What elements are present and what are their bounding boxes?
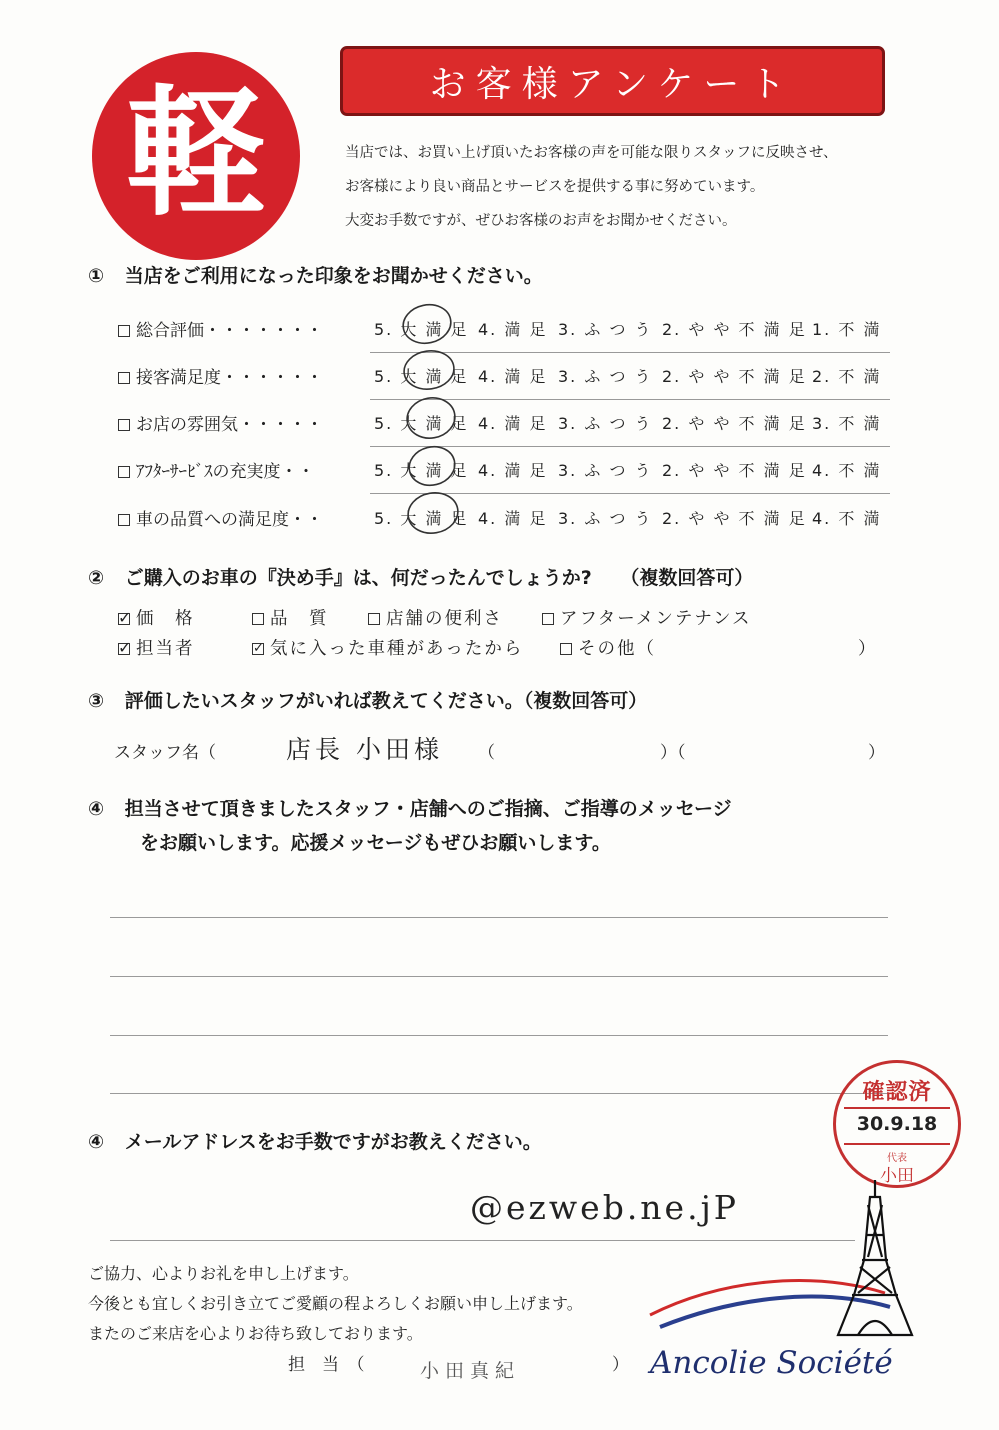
q2-checkbox-other[interactable]	[560, 643, 572, 655]
q2-checkbox-price[interactable]	[118, 608, 134, 627]
q2-item-price[interactable]	[118, 605, 195, 630]
q4-text-2: をお願いします。応援メッセージもぜひお願いします。	[140, 832, 611, 854]
q5-number: ④	[88, 1131, 105, 1153]
q2-checkbox-model[interactable]	[252, 643, 264, 655]
q2-label-maintenance: アフターメンテナンス	[560, 609, 752, 629]
stamp-divider	[844, 1107, 950, 1109]
q3-paren-mid: ）（	[660, 743, 686, 763]
q2-label-model: 気に入った車種があったから	[270, 639, 524, 659]
q2-heading	[88, 563, 753, 590]
q1-rating-option[interactable]: 2. や や 不 満 足	[662, 320, 807, 339]
stamp-role: 代表	[887, 1153, 907, 1164]
q1-row-checkbox[interactable]	[118, 514, 130, 526]
intro-line-2: お客様により良い商品とサービスを提供する事に努めています。	[345, 179, 765, 195]
q2-checkbox-maintenance[interactable]	[542, 613, 554, 625]
q1-rating-option[interactable]: 3. ふ つ う	[558, 509, 653, 528]
approval-stamp	[833, 1060, 961, 1188]
q1-rating-option[interactable]: 4. 満 足	[478, 414, 548, 433]
q3-heading	[88, 686, 647, 713]
q1-rating-option[interactable]: 4. 不 満	[812, 461, 882, 480]
q1-rating-option[interactable]: 3. ふ つ う	[558, 320, 653, 339]
q1-rating-option[interactable]: 4. 満 足	[478, 320, 548, 339]
message-line[interactable]	[110, 976, 888, 977]
tantou-close: ）	[612, 1355, 629, 1375]
message-line[interactable]	[110, 917, 888, 918]
message-line[interactable]	[110, 1093, 888, 1094]
q1-row-label[interactable]	[118, 316, 323, 341]
q1-heading	[88, 261, 543, 288]
message-line[interactable]	[110, 1035, 888, 1036]
q1-rating-option[interactable]: 5. 大 満 足	[374, 414, 469, 433]
q2-item-staff[interactable]	[118, 635, 195, 660]
logo-circle	[92, 52, 300, 260]
q1-number: ①	[88, 265, 105, 287]
q1-text: 当店をご利用になった印象をお聞かせください。	[124, 265, 543, 287]
q5-heading	[88, 1127, 542, 1154]
q4-number: ④	[88, 798, 105, 820]
q1-row-label-text: 総合評価・・・・・・・	[136, 321, 323, 341]
q2-item-other[interactable]	[560, 635, 656, 660]
q2-item-convenience[interactable]	[368, 605, 503, 630]
stamp-date: 30.9.18	[856, 1113, 938, 1135]
q2-item-model[interactable]	[252, 635, 523, 660]
q1-rating-option[interactable]: 2. や や 不 満 足	[662, 414, 807, 433]
q1-row-label[interactable]	[118, 505, 323, 530]
q2-item-maintenance[interactable]	[542, 605, 752, 630]
q3-text: 評価したいスタッフがいれば教えてください。（複数回答可）	[124, 690, 648, 712]
q2-other-close: ）	[858, 639, 878, 659]
tantou-label: 担 当 （	[288, 1355, 365, 1375]
q1-rating-option[interactable]: 2. や や 不 満 足	[662, 509, 807, 528]
q2-text: ご購入のお車の『決め手』は、何だったんでしょうか?	[124, 567, 592, 589]
q1-row-label-text: ｱﾌﾀｰｻｰﾋﾞｽの充実度・・	[136, 462, 315, 482]
check-icon: ✓	[253, 641, 266, 656]
closing-line-2: 今後とも宜しくお引き立てご愛顧の程よろしくお願い申し上げます。	[88, 1294, 583, 1313]
q2-checkbox-staff[interactable]	[118, 638, 134, 657]
q2-checkbox-convenience[interactable]	[368, 613, 380, 625]
q2-label-staff: 担当者	[136, 639, 195, 659]
q1-rating-option[interactable]: 2. 不 満	[812, 367, 882, 386]
brand-logo-text: Ancolie Société	[650, 1345, 893, 1381]
q1-rating-option[interactable]: 4. 満 足	[478, 509, 548, 528]
q1-row-checkbox[interactable]	[118, 325, 130, 337]
q3-staff-label: スタッフ名（	[114, 743, 216, 763]
q1-rating-option[interactable]: 2. や や 不 満 足	[662, 461, 807, 480]
stamp-name: 小田	[880, 1166, 914, 1186]
q1-row-label[interactable]	[118, 457, 315, 482]
title-banner	[340, 46, 885, 116]
q1-row-label[interactable]	[118, 363, 323, 388]
intro-line-3: 大変お手数ですが、ぜひお客様のお声をお聞かせください。	[345, 213, 737, 229]
q1-rating-option[interactable]: 1. 不 満	[812, 320, 882, 339]
intro-line-1: 当店では、お買い上げ頂いたお客様の声を可能な限りスタッフに反映させ、	[345, 145, 838, 161]
q1-rating-option[interactable]: 3. 不 満	[812, 414, 882, 433]
q1-row-label-text: お店の雰囲気・・・・・	[136, 415, 323, 435]
q1-row-checkbox[interactable]	[118, 466, 130, 478]
q1-rating-option[interactable]: 3. ふ つ う	[558, 461, 653, 480]
q2-label-other: その他（	[578, 639, 656, 659]
stamp-divider	[844, 1143, 950, 1145]
q2-number: ②	[88, 567, 105, 589]
q2-label-quality: 品 質	[270, 609, 329, 629]
q1-rating-option[interactable]: 3. ふ つ う	[558, 414, 653, 433]
logo-char: 軽	[125, 73, 267, 236]
q1-rating-option[interactable]: 5. 大 満 足	[374, 461, 469, 480]
logo-icon	[92, 52, 300, 260]
q3-staff-value[interactable]: 店長 小田様	[286, 735, 443, 764]
closing-line-1: ご協力、心よりお礼を申し上げます。	[88, 1264, 359, 1283]
q1-rating-option[interactable]: 3. ふ つ う	[558, 367, 653, 386]
q3-paren-open: （	[478, 743, 495, 763]
q1-rating-option[interactable]: 5. 大 満 足	[374, 367, 469, 386]
q1-rating-option[interactable]: 5. 大 満 足	[374, 320, 469, 339]
email-value[interactable]: @ezweb.ne.jP	[470, 1188, 740, 1227]
q3-number: ③	[88, 690, 105, 712]
q4-heading	[88, 794, 732, 821]
stamp-title: 確認済	[862, 1080, 932, 1105]
q2-note: （複数回答可）	[620, 567, 754, 589]
closing-line-3: またのご来店を心よりお待ち致しております。	[88, 1324, 423, 1343]
q1-rating-option[interactable]: 4. 不 満	[812, 509, 882, 528]
q1-row-checkbox[interactable]	[118, 372, 130, 384]
q3-paren-close: ）	[868, 743, 885, 763]
check-icon: ✓	[118, 638, 134, 657]
tantou-name: 小田真紀	[420, 1360, 521, 1382]
q1-rating-option[interactable]: 5. 大 満 足	[374, 509, 469, 528]
page-title: お客様アンケート	[429, 63, 796, 105]
q2-checkbox-quality[interactable]	[252, 613, 264, 625]
q5-text: メールアドレスをお手数ですがお教えください。	[124, 1131, 542, 1153]
q1-row-label-text: 車の品質への満足度・・	[136, 510, 323, 530]
q2-label-convenience: 店舗の便利さ	[386, 609, 503, 629]
q2-label-price: 価 格	[136, 609, 195, 629]
q1-rating-option[interactable]: 2. や や 不 満 足	[662, 367, 807, 386]
q1-rating-option[interactable]: 4. 満 足	[478, 367, 548, 386]
check-icon: ✓	[118, 608, 134, 627]
q1-row-label-text: 接客満足度・・・・・・	[136, 368, 323, 388]
q4-text-1: 担当させて頂きましたスタッフ・店舗へのご指摘、ご指導のメッセージ	[124, 798, 732, 820]
answer-circles	[385, 300, 475, 560]
q1-row-label[interactable]	[118, 410, 323, 435]
q1-rating-option[interactable]: 4. 満 足	[478, 461, 548, 480]
q1-row-checkbox[interactable]	[118, 419, 130, 431]
q2-item-quality[interactable]	[252, 605, 329, 630]
